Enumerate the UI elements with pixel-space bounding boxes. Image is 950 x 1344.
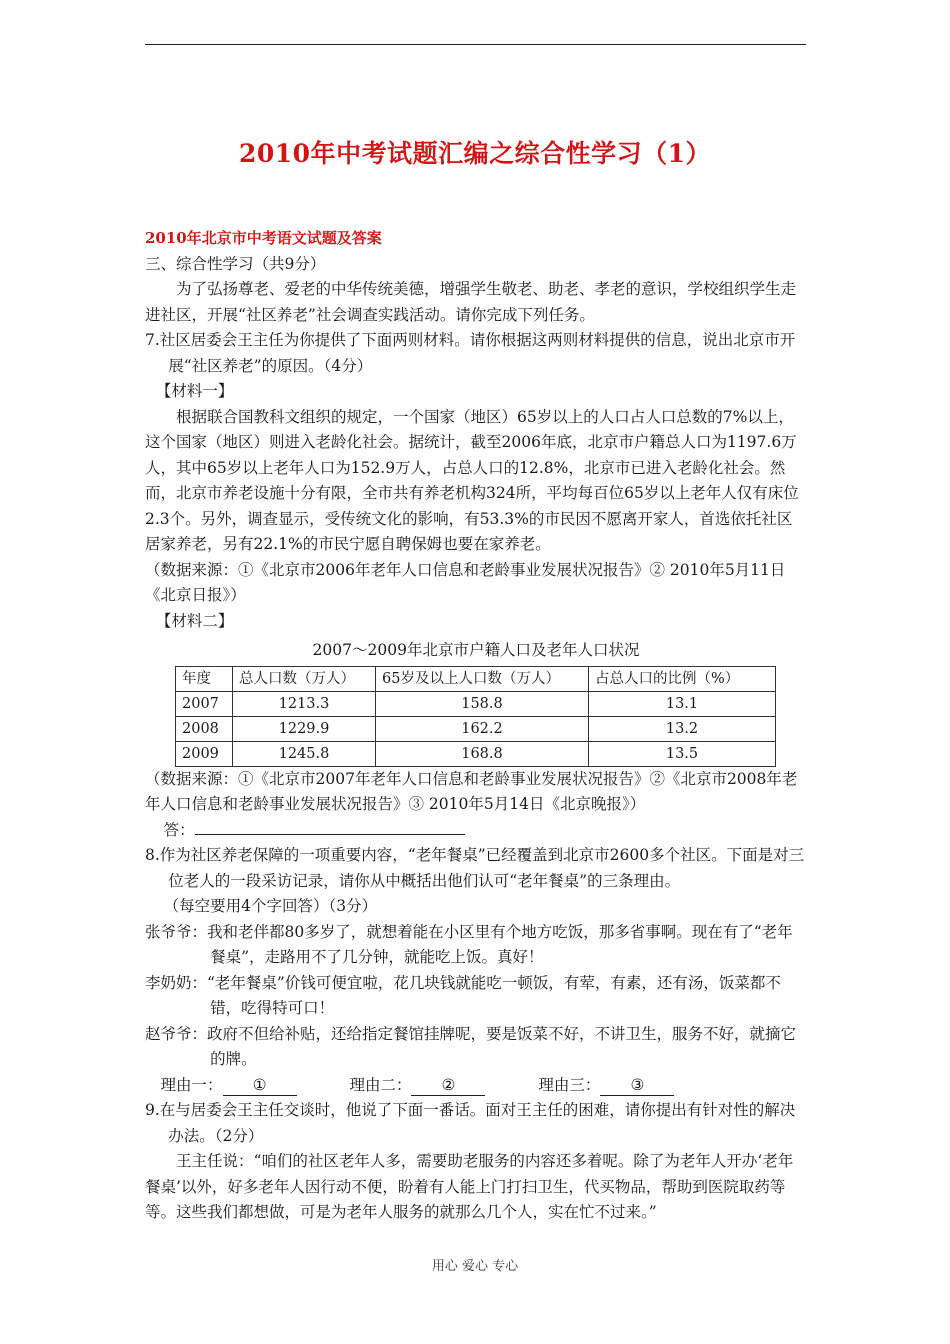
reasons-row	[145, 1073, 807, 1099]
table-cell: 1229.9	[233, 716, 376, 741]
material-2-label: 【材料二】	[155, 611, 234, 630]
population-table	[175, 666, 776, 767]
table-cell: 13.1	[589, 691, 776, 716]
material-2-source: （数据来源：①《北京市2007年老年人口信息和老龄事业发展状况报告》②《北京市2008年老年人口信息和老龄事业发展状况报告》③ 2010年5月14日《北京晚报》）	[145, 769, 798, 813]
header-rule	[145, 44, 806, 45]
table-cell: 1213.3	[233, 691, 376, 716]
question-9-stem: 9.在与居委会王主任交谈时，他说了下面一番话。面对王主任的困难，请你提出有针对性的解决办法。（2分）	[145, 1101, 796, 1145]
interview-zhang: 张爷爷：我和老伴都80多岁了，就想着能在小区里有个地方吃饭，那多省事啊。现在有了“老年餐桌”，走路用不了几分钟，就能吃上饭。真好！	[145, 922, 793, 966]
page-footer: 用心 爱心 专心	[431, 1259, 519, 1274]
material-1-source: （数据来源：①《北京市2006年老年人口信息和老龄事业发展状况报告》② 2010年5月11日《北京日报》）	[145, 560, 786, 604]
table-row	[176, 741, 776, 766]
table-header-cell: 总人口数（万人）	[233, 666, 376, 691]
reason-1-blank[interactable]: ①	[223, 1075, 297, 1096]
table-header-cell: 年度	[176, 666, 233, 691]
section-intro: 为了弘扬尊老、爱老的中华传统美德，增强学生敬老、助老、孝老的意识，学校组织学生走进社区，开展“社区养老”社会调查实践活动。请你完成下列任务。	[145, 280, 797, 324]
question-9-quote: 王主任说：“咱们的社区老年人多，需要助老服务的内容还多着呢。除了为老年人开办‘老年餐桌’以外，好多老年人因行动不便，盼着有人能上门打扫卫生，代买物品，帮助到医院取药等等。这些我们都想做，可是为老年人服务的就那么几个人，实在忙不过来。”	[145, 1152, 794, 1221]
table-cell: 13.5	[589, 741, 776, 766]
interview-li: 李奶奶：“老年餐桌”价钱可便宜啦，花几块钱就能吃一顿饭，有荤，有素，还有汤，饭菜都不错，吃得特可口！	[145, 973, 781, 1017]
table-cell: 13.2	[589, 716, 776, 741]
reason-1-label: 理由一：	[160, 1075, 223, 1094]
material-1-label: 【材料一】	[155, 382, 234, 400]
table-cell: 158.8	[376, 691, 589, 716]
answer-label: 答：	[163, 820, 195, 839]
reason-3-blank[interactable]: ③	[600, 1075, 674, 1096]
material-1-text: 根据联合国教科文组织的规定，一个国家（地区）65岁以上的人口占人口总数的7%以上，这个国家（地区）则进入老龄化社会。据统计，截至2006年底，北京市户籍总人口为1197.6万人，其中65岁以上老年人口为152.9万人，占总人口的12.8%，北京市已进入老龄化社会。然而，北京市养老设施十分有限，全市共有养老机构324所，平均每百位65岁以上老年人仅有床位2.3个。另外，调查显示，受传统文化的影响，有53.3%的市民因不愿离开家人，首选依托社区居家养老，另有22.1%的市民宁愿自聘保姆也要在家养老。	[145, 407, 799, 553]
table-header-cell: 占总人口的比例（%）	[589, 666, 776, 691]
document-body	[145, 226, 807, 1226]
question-8-note: （每空要用4个字回答）（3分）	[163, 897, 378, 915]
table-cell: 162.2	[376, 716, 589, 741]
question-7-stem: 7.社区居委会王主任为你提供了下面两则材料。请你根据这两则材料提供的信息，说出北京市开展“社区养老”的原因。（4分）	[145, 331, 796, 375]
reason-2-label: 理由二：	[349, 1075, 412, 1094]
interview-zhao: 赵爷爷：政府不但给补贴，还给指定餐馆挂牌呢，要是饭菜不好，不讲卫生，服务不好，就摘它的牌。	[145, 1024, 797, 1068]
answer-blank[interactable]	[195, 818, 465, 835]
reason-3	[538, 1073, 674, 1099]
table-row	[176, 716, 776, 741]
table-cell-year: 2007	[176, 691, 233, 716]
reason-2-blank[interactable]: ②	[411, 1075, 485, 1096]
page-title: 2010年中考试题汇编之综合性学习（1）	[239, 139, 711, 168]
answer-row	[145, 818, 807, 844]
reason-2	[349, 1073, 485, 1099]
table-row	[176, 691, 776, 716]
reason-1	[161, 1073, 297, 1099]
question-8-stem: 8.作为社区养老保障的一项重要内容，“老年餐桌”已经覆盖到北京市2600多个社区。下面是对三位老人的一段采访记录，请你从中概括出他们认可“老年餐桌”的三条理由。	[145, 846, 805, 890]
table-cell-year: 2008	[176, 716, 233, 741]
section-subtitle: 2010年北京市中考语文试题及答案	[145, 229, 382, 247]
table-header-row	[176, 666, 776, 691]
table-cell: 1245.8	[233, 741, 376, 766]
table-caption: 2007～2009年北京市户籍人口及老年人口状况	[312, 641, 640, 659]
section-part: 三、综合性学习（共9分）	[145, 254, 326, 273]
reason-3-label: 理由三：	[538, 1075, 601, 1094]
table-header-cell: 65岁及以上人口数（万人）	[376, 666, 589, 691]
table-cell: 168.8	[376, 741, 589, 766]
table-cell-year: 2009	[176, 741, 233, 766]
